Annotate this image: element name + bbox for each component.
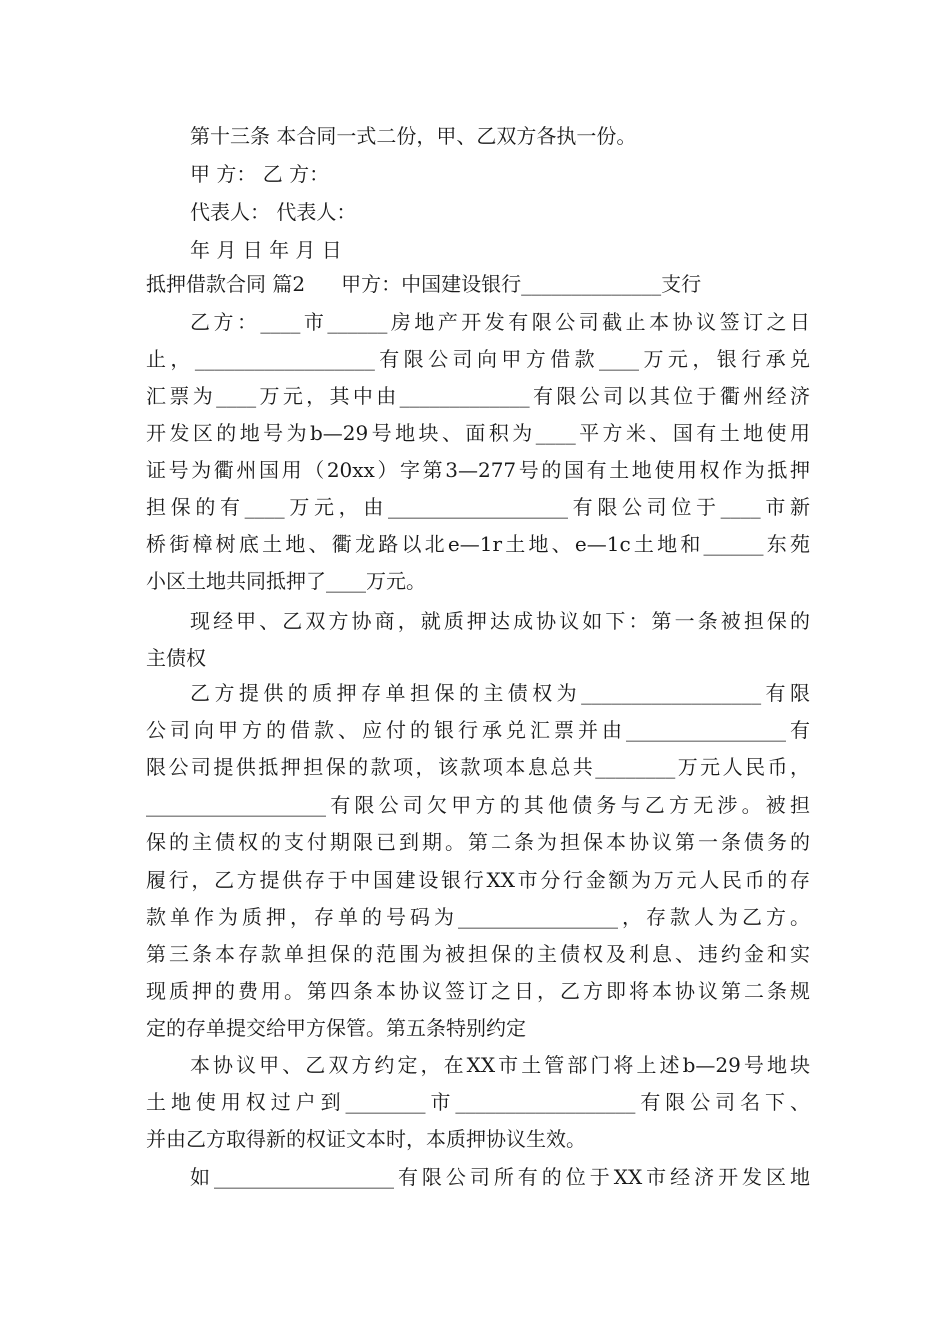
body-line: 本协议甲、乙双方约定，在XX市土管部门将上述b—29号地块 [190, 1053, 810, 1077]
body-line: 担保的有____万元，由__________________有限公司位于____市新 [146, 495, 810, 519]
date-line: 年 月 日 年 月 日 [190, 238, 342, 262]
representative-line: 代表人： 代表人： [190, 200, 357, 224]
body-line: 保的主债权的支付期限已到期。第二条为担保本协议第一条债务的 [146, 830, 810, 854]
body-line: 小区土地共同抵押了____万元。 [146, 569, 426, 593]
party-a-bank: 甲方：中国建设银行______________支行 [341, 272, 702, 296]
body-line: 土地使用权过户到________市__________________有限公司名下、 [146, 1090, 810, 1114]
body-line: 现质押的费用。第四条本协议签订之日，乙方即将本协议第二条规 [146, 979, 810, 1003]
body-line: 汇票为____万元，其中由_____________有限公司以其位于衢州经济 [146, 384, 810, 408]
body-line: 履行，乙方提供存于中国建设银行XX市分行金额为万元人民币的存 [146, 868, 810, 892]
body-line: 现经甲、乙双方协商，就质押达成协议如下：第一条被担保的 [190, 609, 810, 633]
body-line: 公司向甲方的借款、应付的银行承兑汇票并由________________有 [146, 718, 810, 742]
body-line: 证号为衢州国用（20xx）字第3—277号的国有土地使用权作为抵押 [146, 458, 810, 482]
body-line: 止，__________________有限公司向甲方借款____万元，银行承兑 [146, 347, 810, 371]
body-line: 开发区的地号为b—29号地块、面积为____平方米、国有土地使用 [146, 421, 810, 445]
body-line: 定的存单提交给甲方保管。第五条特别约定 [146, 1016, 526, 1040]
party-line: 甲 方： 乙 方： [190, 162, 330, 186]
body-line: 桥街樟树底土地、衢龙路以北e—1r土地、e—1c土地和______东苑 [146, 532, 810, 556]
contract-title: 抵押借款合同 篇2 [146, 272, 306, 296]
body-line: 乙方提供的质押存单担保的主债权为__________________有限 [190, 681, 810, 705]
contract-title-line [146, 266, 810, 303]
body-line: 第三条本存款单担保的范围为被担保的主债权及利息、违约金和实 [146, 942, 810, 966]
body-line: __________________有限公司欠甲方的其他债务与乙方无涉。被担 [146, 793, 810, 817]
body-line: 主债权 [146, 646, 206, 670]
body-line: 如__________________有限公司所有的位于XX市经济开发区地 [190, 1165, 810, 1189]
body-line: 限公司提供抵押担保的款项，该款项本息总共________万元人民币， [146, 755, 810, 779]
body-line: 乙方：____市______房地产开发有限公司截止本协议签订之日 [190, 310, 810, 334]
clause-13-line: 第十三条 本合同一式二份，甲、乙双方各执一份。 [190, 124, 637, 148]
body-line: 款单作为质押，存单的号码为________________，存款人为乙方。 [146, 905, 810, 929]
body-line: 并由乙方取得新的权证文本时，本质押协议生效。 [146, 1127, 586, 1151]
